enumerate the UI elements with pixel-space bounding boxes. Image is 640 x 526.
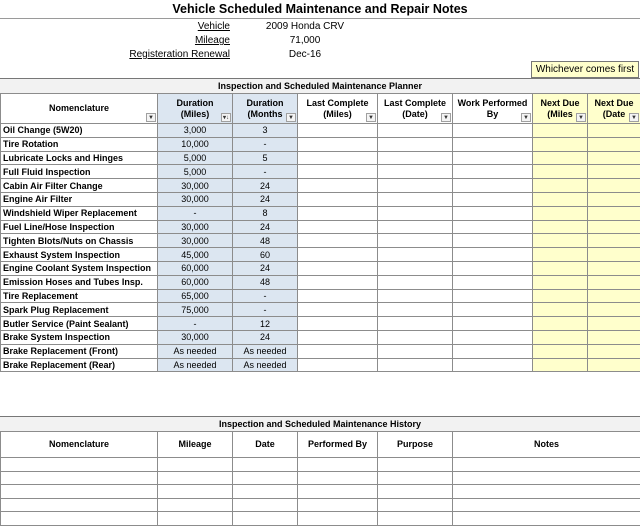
- duration-miles-cell[interactable]: 65,000: [158, 289, 233, 303]
- planner-header-5: [453, 94, 533, 124]
- task-name-cell[interactable]: Tire Rotation: [1, 137, 158, 151]
- task-name-cell[interactable]: Exhaust System Inspection: [1, 248, 158, 262]
- task-name-cell[interactable]: Brake Replacement (Front): [1, 344, 158, 358]
- history-cell[interactable]: [298, 485, 378, 499]
- planner-header-line2: (Months: [247, 108, 283, 119]
- last-complete-miles-cell[interactable]: [298, 192, 378, 206]
- blank-cell[interactable]: [233, 372, 298, 385]
- table-row: [1, 512, 640, 526]
- planner-header-2: [233, 94, 298, 124]
- duration-miles-cell[interactable]: 30,000: [158, 179, 233, 193]
- duration-miles-cell[interactable]: 30,000: [158, 330, 233, 344]
- last-complete-miles-cell[interactable]: [298, 330, 378, 344]
- last-complete-date-cell[interactable]: [378, 358, 453, 372]
- table-row: [1, 289, 640, 303]
- duration-miles-cell[interactable]: 60,000: [158, 275, 233, 289]
- blank-row: [1, 372, 640, 385]
- last-complete-date-cell[interactable]: [378, 248, 453, 262]
- planner-header-line2: (Miles): [180, 108, 210, 119]
- last-complete-miles-cell[interactable]: [298, 124, 378, 138]
- history-header-2: Date: [233, 432, 298, 458]
- duration-miles-cell[interactable]: 5,000: [158, 151, 233, 165]
- planner-header-line2: (Date): [402, 108, 428, 119]
- table-row: [1, 358, 640, 372]
- planner-title: Inspection and Scheduled Maintenance Planner: [0, 78, 640, 94]
- task-name-cell[interactable]: Butler Service (Paint Sealant): [1, 317, 158, 331]
- last-complete-date-cell[interactable]: [378, 289, 453, 303]
- next-due-miles-cell[interactable]: [533, 303, 588, 317]
- planner-header-line1: Next Due: [594, 97, 634, 108]
- work-performed-by-cell[interactable]: [453, 275, 533, 289]
- next-due-miles-cell[interactable]: [533, 124, 588, 138]
- last-complete-miles-cell[interactable]: [298, 261, 378, 275]
- table-row: [1, 471, 640, 485]
- work-performed-by-cell[interactable]: [453, 124, 533, 138]
- history-cell[interactable]: [1, 498, 158, 512]
- planner-header-line2: (Date: [602, 108, 626, 119]
- last-complete-date-cell[interactable]: [378, 165, 453, 179]
- work-performed-by-cell[interactable]: [453, 165, 533, 179]
- next-due-miles-cell[interactable]: [533, 358, 588, 372]
- history-header-3: Performed By: [298, 432, 378, 458]
- history-header-1: Mileage: [158, 432, 233, 458]
- last-complete-miles-cell[interactable]: [298, 275, 378, 289]
- duration-months-cell[interactable]: 48: [233, 234, 298, 248]
- dropdown-arrow-icon[interactable]: ▼: [146, 113, 156, 122]
- work-performed-by-cell[interactable]: [453, 151, 533, 165]
- task-name-cell[interactable]: Brake Replacement (Rear): [1, 358, 158, 372]
- duration-months-cell[interactable]: 24: [233, 192, 298, 206]
- next-due-miles-cell[interactable]: [533, 206, 588, 220]
- history-title: Inspection and Scheduled Maintenance History: [0, 416, 640, 432]
- next-due-miles-cell[interactable]: [533, 165, 588, 179]
- table-row: [1, 275, 640, 289]
- next-due-miles-cell[interactable]: [533, 248, 588, 262]
- last-complete-miles-cell[interactable]: [298, 151, 378, 165]
- duration-miles-cell[interactable]: 5,000: [158, 165, 233, 179]
- planner-header-line2: (Miles): [323, 108, 352, 119]
- mileage-label: Mileage: [194, 35, 230, 46]
- last-complete-date-cell[interactable]: [378, 303, 453, 317]
- duration-months-cell[interactable]: -: [233, 165, 298, 179]
- history-cell[interactable]: [1, 471, 158, 485]
- history-cell[interactable]: [158, 512, 233, 526]
- history-cell[interactable]: [453, 471, 640, 485]
- next-due-date-cell[interactable]: [588, 330, 640, 344]
- table-row: [1, 234, 640, 248]
- last-complete-miles-cell[interactable]: [298, 303, 378, 317]
- duration-miles-cell[interactable]: -: [158, 317, 233, 331]
- duration-miles-cell[interactable]: As needed: [158, 344, 233, 358]
- duration-months-cell[interactable]: -: [233, 303, 298, 317]
- next-due-date-cell[interactable]: [588, 151, 640, 165]
- last-complete-date-cell[interactable]: [378, 179, 453, 193]
- history-cell[interactable]: [158, 498, 233, 512]
- sort-filter-icon[interactable]: ▾↓: [222, 115, 229, 121]
- planner-header-line2: Nomenclature: [48, 103, 110, 113]
- planner-header-7: [588, 94, 640, 124]
- last-complete-miles-cell[interactable]: [298, 234, 378, 248]
- next-due-date-cell[interactable]: [588, 179, 640, 193]
- work-performed-by-cell[interactable]: [453, 303, 533, 317]
- table-row: [1, 192, 640, 206]
- history-header-0: Nomenclature: [1, 432, 158, 458]
- next-due-date-cell[interactable]: [588, 137, 640, 151]
- vehicle-label: Vehicle: [197, 21, 230, 32]
- last-complete-date-cell[interactable]: [378, 124, 453, 138]
- blank-cell[interactable]: [588, 372, 640, 385]
- duration-months-cell[interactable]: 24: [233, 179, 298, 193]
- mileage-value[interactable]: 71,000: [289, 35, 321, 46]
- table-row: [1, 261, 640, 275]
- history-cell[interactable]: [233, 458, 298, 472]
- work-performed-by-cell[interactable]: [453, 261, 533, 275]
- history-cell[interactable]: [378, 471, 453, 485]
- blank-cell[interactable]: [453, 372, 533, 385]
- work-performed-by-cell[interactable]: [453, 248, 533, 262]
- last-complete-date-cell[interactable]: [378, 220, 453, 234]
- next-due-date-cell[interactable]: [588, 275, 640, 289]
- next-due-miles-cell[interactable]: [533, 330, 588, 344]
- blank-cell[interactable]: [533, 372, 588, 385]
- blank-cell[interactable]: [1, 372, 158, 385]
- history-cell[interactable]: [158, 458, 233, 472]
- table-row: [1, 344, 640, 358]
- work-performed-by-cell[interactable]: [453, 344, 533, 358]
- last-complete-date-cell[interactable]: [378, 234, 453, 248]
- next-due-miles-cell[interactable]: [533, 289, 588, 303]
- last-complete-date-cell[interactable]: [378, 344, 453, 358]
- dropdown-arrow-icon[interactable]: ▼: [629, 113, 639, 122]
- history-header-4: Purpose: [378, 432, 453, 458]
- last-complete-date-cell[interactable]: [378, 137, 453, 151]
- planner-header-line1: Work Performed: [457, 97, 528, 108]
- task-name-cell[interactable]: Spark Plug Replacement: [1, 303, 158, 317]
- planner-header-1: [158, 94, 233, 124]
- duration-months-cell[interactable]: 8: [233, 206, 298, 220]
- duration-miles-cell[interactable]: 30,000: [158, 234, 233, 248]
- duration-months-cell[interactable]: 5: [233, 151, 298, 165]
- table-row: [1, 124, 640, 138]
- last-complete-miles-cell[interactable]: [298, 179, 378, 193]
- duration-months-cell[interactable]: As needed: [233, 344, 298, 358]
- duration-miles-cell[interactable]: 30,000: [158, 220, 233, 234]
- table-row: [1, 248, 640, 262]
- task-name-cell[interactable]: Fuel Line/Hose Inspection: [1, 220, 158, 234]
- blank-cell[interactable]: [378, 372, 453, 385]
- task-name-cell[interactable]: Engine Coolant System Inspection: [1, 261, 158, 275]
- next-due-miles-cell[interactable]: [533, 220, 588, 234]
- last-complete-date-cell[interactable]: [378, 151, 453, 165]
- last-complete-miles-cell[interactable]: [298, 165, 378, 179]
- table-row: [1, 165, 640, 179]
- next-due-miles-cell[interactable]: [533, 151, 588, 165]
- duration-months-cell[interactable]: 24: [233, 261, 298, 275]
- duration-months-cell[interactable]: As needed: [233, 358, 298, 372]
- table-row: [1, 206, 640, 220]
- history-cell[interactable]: [158, 471, 233, 485]
- planner-header-line1: Duration: [246, 97, 284, 108]
- table-row: [1, 151, 640, 165]
- dropdown-arrow-icon[interactable]: ▼: [286, 113, 296, 122]
- table-row: [1, 179, 640, 193]
- history-cell[interactable]: [453, 458, 640, 472]
- history-cell[interactable]: [378, 512, 453, 526]
- blank-cell[interactable]: [453, 385, 533, 398]
- task-name-cell[interactable]: Oil Change (5W20): [1, 124, 158, 138]
- task-name-cell[interactable]: Tire Replacement: [1, 289, 158, 303]
- history-cell[interactable]: [1, 512, 158, 526]
- blank-cell[interactable]: [533, 385, 588, 398]
- history-cell[interactable]: [158, 485, 233, 499]
- next-due-date-cell[interactable]: [588, 192, 640, 206]
- history-cell[interactable]: [378, 458, 453, 472]
- work-performed-by-cell[interactable]: [453, 358, 533, 372]
- sheet-title: Vehicle Scheduled Maintenance and Repair Notes: [0, 0, 640, 19]
- next-due-date-cell[interactable]: [588, 317, 640, 331]
- history-cell[interactable]: [298, 498, 378, 512]
- table-row: [1, 330, 640, 344]
- work-performed-by-cell[interactable]: [453, 330, 533, 344]
- history-cell[interactable]: [298, 471, 378, 485]
- last-complete-miles-cell[interactable]: [298, 248, 378, 262]
- last-complete-miles-cell[interactable]: [298, 344, 378, 358]
- next-due-miles-cell[interactable]: [533, 317, 588, 331]
- work-performed-by-cell[interactable]: [453, 234, 533, 248]
- next-due-miles-cell[interactable]: [533, 179, 588, 193]
- duration-miles-cell[interactable]: -: [158, 206, 233, 220]
- next-due-date-cell[interactable]: [588, 165, 640, 179]
- next-due-date-cell[interactable]: [588, 261, 640, 275]
- planner-header-line1: Last Complete: [383, 97, 446, 108]
- whichever-comes-first-note: Whichever comes first: [531, 61, 639, 78]
- blank-row: [1, 385, 640, 398]
- next-due-date-cell[interactable]: [588, 234, 640, 248]
- last-complete-date-cell[interactable]: [378, 275, 453, 289]
- history-cell[interactable]: [298, 458, 378, 472]
- registration-value[interactable]: Dec-16: [288, 49, 322, 60]
- task-name-cell[interactable]: Cabin Air Filter Change: [1, 179, 158, 193]
- blank-cell[interactable]: [1, 385, 158, 398]
- duration-miles-cell[interactable]: 75,000: [158, 303, 233, 317]
- next-due-miles-cell[interactable]: [533, 234, 588, 248]
- history-cell[interactable]: [298, 512, 378, 526]
- blank-cell[interactable]: [158, 372, 233, 385]
- blank-cell[interactable]: [298, 385, 378, 398]
- history-cell[interactable]: [233, 471, 298, 485]
- duration-months-cell[interactable]: 60: [233, 248, 298, 262]
- history-cell[interactable]: [378, 498, 453, 512]
- last-complete-miles-cell[interactable]: [298, 289, 378, 303]
- next-due-date-cell[interactable]: [588, 303, 640, 317]
- last-complete-date-cell[interactable]: [378, 317, 453, 331]
- next-due-date-cell[interactable]: [588, 206, 640, 220]
- next-due-date-cell[interactable]: [588, 220, 640, 234]
- last-complete-miles-cell[interactable]: [298, 358, 378, 372]
- dropdown-arrow-icon[interactable]: ▼: [441, 113, 451, 122]
- history-cell[interactable]: [1, 485, 158, 499]
- task-name-cell[interactable]: Brake System Inspection: [1, 330, 158, 344]
- table-row: [1, 485, 640, 499]
- history-cell[interactable]: [233, 512, 298, 526]
- planner-header-line2: By: [486, 108, 499, 119]
- next-due-miles-cell[interactable]: [533, 275, 588, 289]
- planner-header-line2: (Miles: [547, 108, 573, 119]
- work-performed-by-cell[interactable]: [453, 137, 533, 151]
- history-cell[interactable]: [233, 485, 298, 499]
- duration-months-cell[interactable]: 24: [233, 220, 298, 234]
- table-row: [1, 220, 640, 234]
- duration-months-cell[interactable]: -: [233, 289, 298, 303]
- dropdown-arrow-icon[interactable]: ▼: [521, 113, 531, 122]
- next-due-date-cell[interactable]: [588, 248, 640, 262]
- duration-months-cell[interactable]: 48: [233, 275, 298, 289]
- work-performed-by-cell[interactable]: [453, 220, 533, 234]
- history-table: [0, 431, 640, 526]
- blank-cell[interactable]: [158, 385, 233, 398]
- dropdown-arrow-icon[interactable]: ▼: [576, 113, 586, 122]
- next-due-miles-cell[interactable]: [533, 261, 588, 275]
- table-row: [1, 317, 640, 331]
- next-due-date-cell[interactable]: [588, 124, 640, 138]
- duration-months-cell[interactable]: 3: [233, 124, 298, 138]
- duration-miles-cell[interactable]: 60,000: [158, 261, 233, 275]
- planner-header-6: [533, 94, 588, 124]
- planner-header-3: [298, 94, 378, 124]
- last-complete-date-cell[interactable]: [378, 192, 453, 206]
- last-complete-miles-cell[interactable]: [298, 206, 378, 220]
- task-name-cell[interactable]: Tighten Blots/Nuts on Chassis: [1, 234, 158, 248]
- history-cell[interactable]: [1, 458, 158, 472]
- next-due-date-cell[interactable]: [588, 344, 640, 358]
- work-performed-by-cell[interactable]: [453, 192, 533, 206]
- task-name-cell[interactable]: Full Fluid Inspection: [1, 165, 158, 179]
- duration-months-cell[interactable]: 24: [233, 330, 298, 344]
- table-row: [1, 458, 640, 472]
- table-row: [1, 137, 640, 151]
- history-cell[interactable]: [453, 485, 640, 499]
- last-complete-miles-cell[interactable]: [298, 220, 378, 234]
- planner-header-0: [1, 94, 158, 124]
- next-due-miles-cell[interactable]: [533, 137, 588, 151]
- next-due-date-cell[interactable]: [588, 358, 640, 372]
- duration-months-cell[interactable]: -: [233, 137, 298, 151]
- last-complete-date-cell[interactable]: [378, 261, 453, 275]
- duration-miles-cell[interactable]: As needed: [158, 358, 233, 372]
- history-cell[interactable]: [378, 485, 453, 499]
- task-name-cell[interactable]: Engine Air Filter: [1, 192, 158, 206]
- blank-cell[interactable]: [298, 372, 378, 385]
- blank-cell[interactable]: [588, 385, 640, 398]
- last-complete-date-cell[interactable]: [378, 330, 453, 344]
- table-row: [1, 303, 640, 317]
- planner-header-line1: Next Due: [540, 97, 580, 108]
- vehicle-value[interactable]: 2009 Honda CRV: [265, 21, 345, 32]
- next-due-miles-cell[interactable]: [533, 192, 588, 206]
- duration-miles-cell[interactable]: 3,000: [158, 124, 233, 138]
- work-performed-by-cell[interactable]: [453, 206, 533, 220]
- next-due-date-cell[interactable]: [588, 289, 640, 303]
- task-name-cell[interactable]: Lubricate Locks and Hinges: [1, 151, 158, 165]
- planner-header-line1: Duration: [176, 97, 214, 108]
- history-cell[interactable]: [233, 498, 298, 512]
- duration-miles-cell[interactable]: 45,000: [158, 248, 233, 262]
- history-cell[interactable]: [453, 498, 640, 512]
- task-name-cell[interactable]: Emission Hoses and Tubes Insp.: [1, 275, 158, 289]
- duration-miles-cell[interactable]: 10,000: [158, 137, 233, 151]
- table-row: [1, 498, 640, 512]
- last-complete-date-cell[interactable]: [378, 206, 453, 220]
- duration-miles-cell[interactable]: 30,000: [158, 192, 233, 206]
- registration-label: Registeration Renewal: [129, 49, 230, 60]
- work-performed-by-cell[interactable]: [453, 289, 533, 303]
- next-due-miles-cell[interactable]: [533, 344, 588, 358]
- work-performed-by-cell[interactable]: [453, 317, 533, 331]
- history-header-5: Notes: [453, 432, 640, 458]
- planner-header-4: [378, 94, 453, 124]
- blank-cell[interactable]: [378, 385, 453, 398]
- history-cell[interactable]: [453, 512, 640, 526]
- blank-cell[interactable]: [233, 385, 298, 398]
- duration-months-cell[interactable]: 12: [233, 317, 298, 331]
- planner-table: [0, 93, 640, 398]
- last-complete-miles-cell[interactable]: [298, 317, 378, 331]
- task-name-cell[interactable]: Windshield Wiper Replacement: [1, 206, 158, 220]
- work-performed-by-cell[interactable]: [453, 179, 533, 193]
- dropdown-arrow-icon[interactable]: ▼: [366, 113, 376, 122]
- last-complete-miles-cell[interactable]: [298, 137, 378, 151]
- planner-header-line1: Last Complete: [306, 97, 369, 108]
